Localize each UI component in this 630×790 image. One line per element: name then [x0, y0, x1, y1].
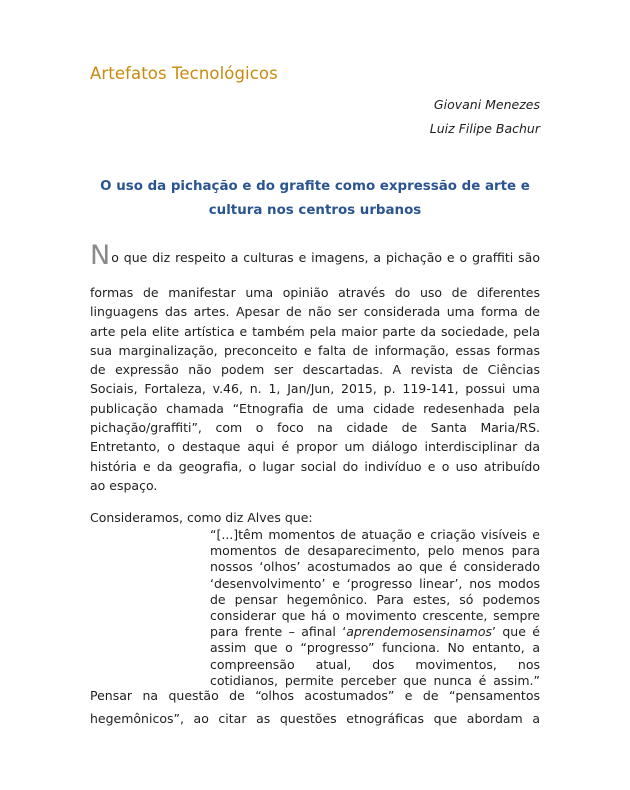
quote-line: considerar que há o movimento crescente, sempre [210, 608, 540, 624]
paragraph-2 [90, 684, 540, 730]
paragraph-line: formas de manifestar uma opinião através do uso de diferentes [90, 285, 540, 300]
quote-line: momentos de desaparecimento, pelo menos para [210, 543, 540, 559]
paragraph-line: Pensar na questão de “olhos acostumados” e de “pensamentos [90, 688, 540, 703]
quote-emphasis: aprendemosensinamos [346, 624, 493, 640]
paragraph-line: linguagens das artes. Apesar de não ser considerada uma forma de [90, 304, 540, 320]
author-name: Luiz Filipe Bachur [429, 121, 540, 136]
quote-line-part: para frente – afinal ‘ [210, 624, 347, 640]
section-title: Artefatos Tecnológicos [90, 64, 278, 83]
quote-line [210, 624, 540, 640]
paragraph-line: arte pela elite artística e também pela maior parte da sociedade, pela [90, 323, 540, 339]
quote-line: “[...]têm momentos de atuação e criação visíveis e [210, 527, 540, 542]
opening-line-rest: o que diz respeito a culturas e imagens, a pichação e o graffiti são [111, 250, 540, 265]
paragraph-line: sua marginalização, preconceito e falta de informação, essas formas [90, 342, 540, 358]
author-list [430, 93, 540, 141]
article-title [86, 175, 544, 223]
article-title-line: O uso da pichação e do grafite como expressão de arte e [100, 179, 530, 194]
article-title-line: cultura nos centros urbanos [208, 203, 422, 218]
quote-line-part: ’ que é [492, 624, 540, 640]
quote-line: de pensar hegemônico. Para estes, só podemos [210, 591, 540, 607]
quote-line: assim que o “progresso” funciona. No entanto, a [210, 640, 540, 656]
opening-line [90, 242, 540, 269]
author-name: Giovani Menezes [433, 97, 540, 112]
paragraph-line: Sociais, Fortaleza, v.46, n. 1, Jan/Jun, 2015, p. 119-141, possui uma [90, 381, 540, 397]
quote-line: compreensão atual, dos movimentos, nos [210, 656, 540, 672]
quote-line: cotidianos, permite perceber que nunca é assim.” [210, 672, 540, 688]
paragraph-line: história e da geografia, o lugar social do indivíduo e o uso atribuído [90, 458, 540, 474]
paragraph-1 [90, 283, 540, 495]
paragraph-line: ao espaço. [90, 477, 158, 493]
drop-cap: N [90, 240, 111, 271]
quote-intro: Consideramos, como diz Alves que: [90, 510, 313, 525]
paragraph-line: hegemônicos”, ao citar as questões etnográficas que abordam a [90, 711, 540, 726]
quote-line: ‘desenvolvimento’ e ‘progresso linear’, nos modos [210, 575, 540, 591]
opening-line-text [90, 242, 540, 269]
paragraph-line: de expressão não podem ser descartadas. A revista de Ciências [90, 362, 540, 378]
paragraph-line: publicação chamada “Etnografia de uma cidade redesenhada pela [90, 400, 540, 416]
paragraph-line: Entretanto, o destaque aqui é propor um diálogo interdisciplinar da [90, 439, 540, 455]
block-quote [210, 527, 540, 689]
paragraph-line: pichação/graffiti”, com o foco na cidade de Santa Maria/RS. [90, 420, 540, 436]
quote-line: nossos ‘olhos’ acostumados ao que é considerado [210, 559, 540, 575]
